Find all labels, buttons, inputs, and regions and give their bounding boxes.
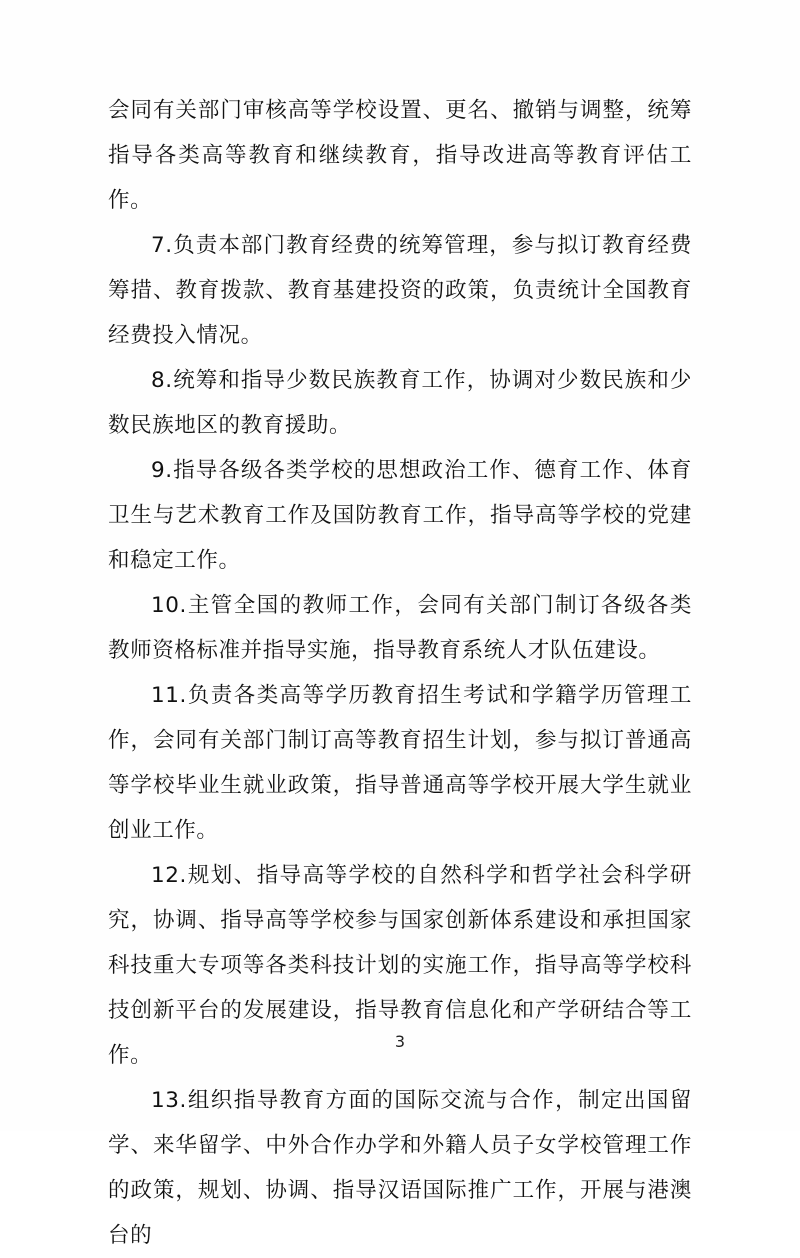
paragraph-item-7: 7.负责本部门教育经费的统筹管理，参与拟订教育经费筹措、教育拨款、教育基建投资的政策，负责统计全国教育经费投入情况。 [108, 233, 692, 348]
paragraph-continuation: 会同有关部门审核高等学校设置、更名、撤销与调整，统筹指导各类高等教育和继续教育，指导改进高等教育评估工作。 [108, 98, 692, 213]
paragraph-item-9: 9.指导各级各类学校的思想政治工作、德育工作、体育卫生与艺术教育工作及国防教育工作，指导高等学校的党建和稳定工作。 [108, 458, 692, 573]
paragraph-item-10: 10.主管全国的教师工作，会同有关部门制订各级各类教师资格标准并指导实施，指导教育系统人才队伍建设。 [108, 593, 692, 663]
paragraph-item-11: 11.负责各类高等学历教育招生考试和学籍学历管理工作，会同有关部门制订高等教育招生计划，参与拟订普通高等学校毕业生就业政策，指导普通高等学校开展大学生就业创业工作。 [108, 683, 692, 843]
paragraph-item-8: 8.统筹和指导少数民族教育工作，协调对少数民族和少数民族地区的教育援助。 [108, 368, 692, 438]
document-body [108, 88, 692, 1258]
page-number: 3 [394, 1032, 406, 1051]
paragraph-item-12: 12.规划、指导高等学校的自然科学和哲学社会科学研究，协调、指导高等学校参与国家创新体系建设和承担国家科技重大专项等各类科技计划的实施工作，指导高等学校科技创新平台的发展建设，指导教育信息化和产学研结合等工作。 [108, 863, 692, 1068]
paragraph-item-13: 13.组织指导教育方面的国际交流与合作，制定出国留学、来华留学、中外合作办学和外籍人员子女学校管理工作的政策，规划、协调、指导汉语国际推广工作，开展与港澳台的 [108, 1088, 692, 1248]
